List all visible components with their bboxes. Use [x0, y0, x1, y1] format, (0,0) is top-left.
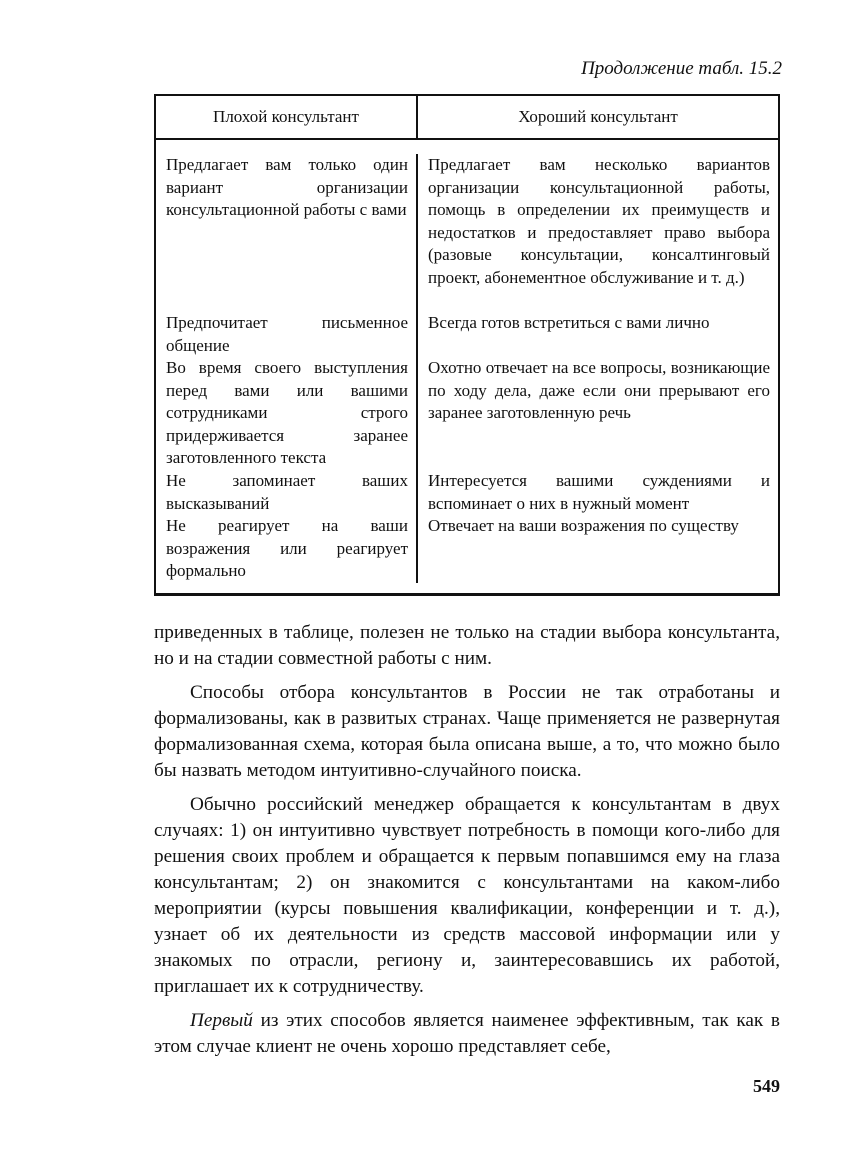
bad-consultant-column	[156, 154, 418, 583]
header-good-consultant: Хороший консультант	[518, 107, 678, 126]
header-bad-consultant: Плохой консультант	[156, 96, 418, 138]
emphasized-word: Первый	[190, 1010, 253, 1031]
table-continuation-caption: Продолжение табл. 15.2	[581, 58, 782, 79]
paragraph-text: из этих способов является наименее эффективным, так как в этом случае клиент не очень хорошо представляет себе,	[154, 1010, 780, 1057]
table-cell: Не реагирует на ваши возражения или реагирует формально	[166, 516, 408, 581]
table-cell: Предлагает вам несколько вариантов организации консультационной работы, помощь в определении их преимуществ и недостатков и предоставляет право выбора (разовые консультации, консалтинговый проект, абонементное обслуживание и т. д.)	[428, 155, 770, 287]
paragraph: Обычно российский менеджер обращается к консультантам в двух случаях: 1) он интуитивно чувствует потребность в помощи кого-либо для решения своих проблем и обращается к первым попавшимся ему на глаза консультантам; 2) он знакомится с консультантами на каком-либо мероприятии (курсы повышения квалификации, конференции и т. д.), узнает об их деятельности из средств массовой информации или у знакомых по отрасли, региону и, заинтересовавшись их работой, приглашает их к сотрудничеству.	[154, 794, 780, 997]
table-cell: Всегда готов встретиться с вами лично	[428, 313, 710, 332]
paragraph	[154, 1008, 780, 1060]
consultant-comparison-table	[154, 94, 780, 596]
table-body	[156, 140, 778, 593]
good-consultant-column	[418, 154, 778, 583]
table-cell: Не запоминает ваших высказываний	[166, 471, 408, 513]
table-header-row	[156, 96, 778, 140]
table-cell: Предпочитает письменное общение	[166, 313, 408, 355]
table-cell: Охотно отвечает на все вопросы, возникающие по ходу дела, даже если они прерывают его заранее заготовленную речь	[428, 358, 770, 423]
paragraph: приведенных в таблице, полезен не только на стадии выбора консультанта, но и на стадии совместной работы с ним.	[154, 622, 780, 669]
table-cell: Предлагает вам только один вариант организации консультационной работы с вами	[166, 155, 408, 220]
page-number: 549	[753, 1076, 780, 1096]
table-cell: Отвечает на ваши возражения по существу	[428, 516, 739, 535]
table-cell: Интересуется вашими суждениями и вспоминает о них в нужный момент	[428, 471, 770, 513]
table-cell: Во время своего выступления перед вами или вашими сотрудниками строго придерживается заранее заготовленного текста	[166, 358, 408, 468]
body-text	[154, 620, 780, 1068]
paragraph: Способы отбора консультантов в России не так отработаны и формализованы, как в развитых странах. Чаще применяется не развернутая формализованная схема, которая была описана выше, а то, что можно было бы назвать методом интуитивно-случайного поиска.	[154, 682, 780, 781]
